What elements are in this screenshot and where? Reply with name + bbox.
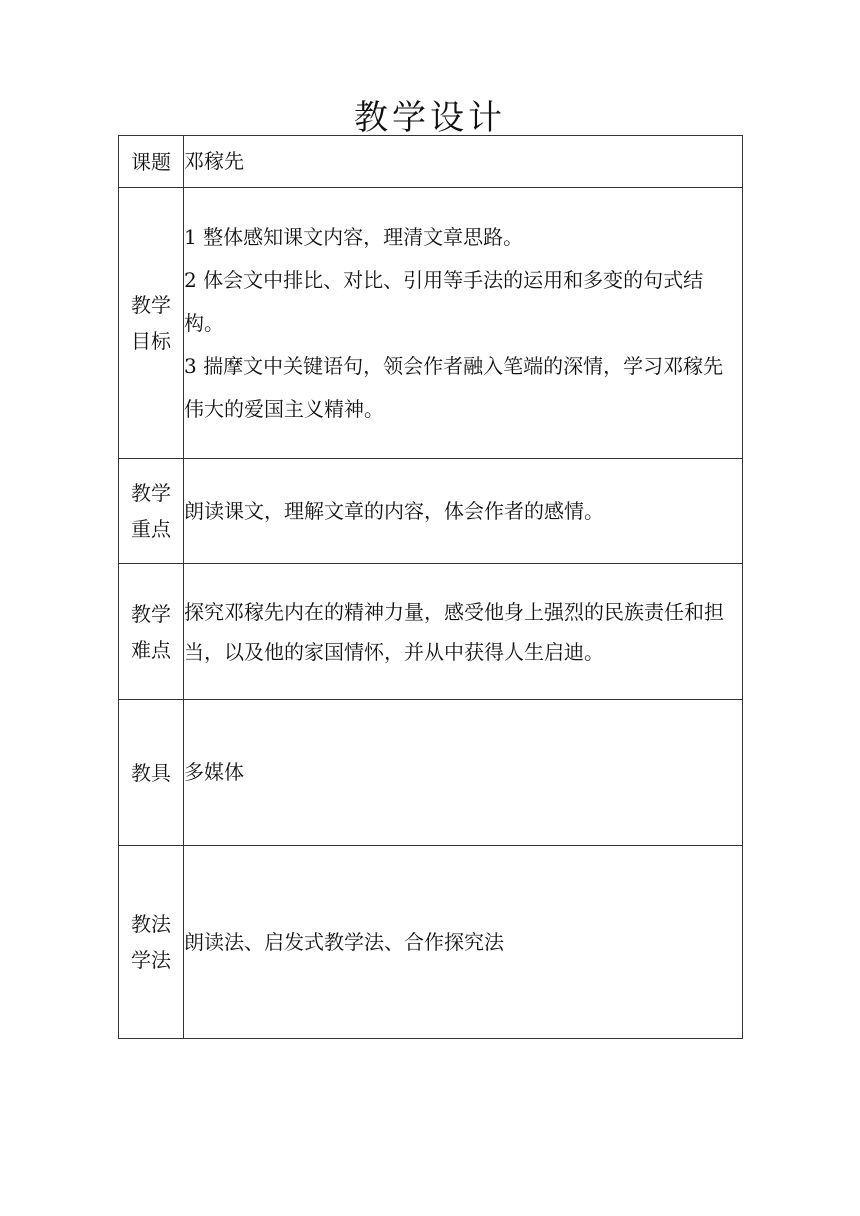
difficulties-text: 探究邓稼先内在的精神力量，感受他身上强烈的民族责任和担当，以及他的家国情怀，并从中获得人生启迪。 [184,599,724,664]
table-row-key-points [119,459,743,564]
row-label-topic: 课题 [119,136,184,188]
row-content-goals [184,188,743,459]
page-title: 教学设计 [354,98,506,138]
table-row-teaching-aids [119,700,743,846]
methods-text: 朗读法、启发式教学法、合作探究法 [184,929,504,954]
row-content-key-points [184,459,743,564]
row-label-goals: 教学目标 [119,188,184,459]
row-label-key-points: 教学重点 [119,459,184,564]
row-content-difficulties [184,564,743,700]
table-row-topic [119,136,743,188]
key-points-text: 朗读课文，理解文章的内容，体会作者的感情。 [184,498,604,523]
row-label-difficulties: 教学难点 [119,564,184,700]
goal-item-1: 1 整体感知课文内容，理清文章思路。 [184,224,524,249]
table-row-goals [119,188,743,459]
table-row-difficulties [119,564,743,700]
row-content-topic [184,136,743,188]
lesson-plan-table [118,135,743,1039]
topic-text: 邓稼先 [184,149,244,173]
goal-item-2: 2 体会文中排比、对比、引用等手法的运用和多变的句式结构。 [184,267,704,335]
teaching-aids-text: 多媒体 [184,760,244,784]
row-label-methods: 教法学法 [119,846,184,1039]
row-content-methods [184,846,743,1039]
table-row-methods [119,846,743,1039]
row-content-teaching-aids [184,700,743,846]
row-label-teaching-aids: 教具 [119,700,184,846]
goal-item-3: 3 揣摩文中关键语句，领会作者融入笔端的深情，学习邓稼先伟大的爱国主义精神。 [184,353,724,421]
